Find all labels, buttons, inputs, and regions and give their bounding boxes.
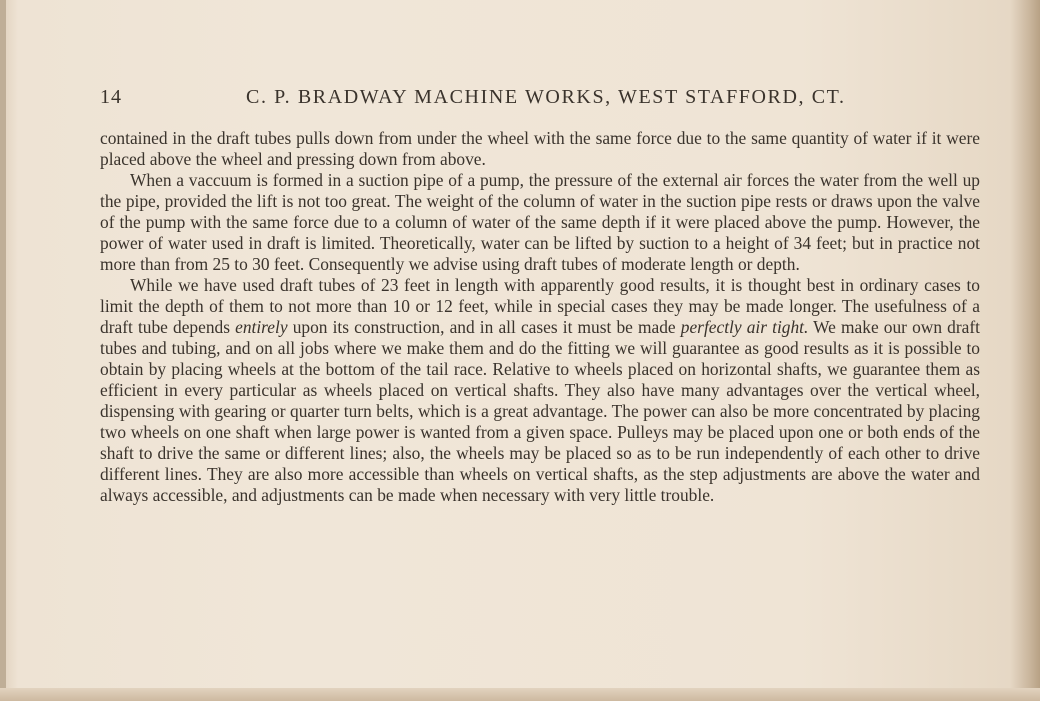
page-number: 14 — [100, 86, 122, 108]
page-bottom-edge — [0, 688, 1040, 701]
emphasis-entirely: entirely — [235, 317, 288, 337]
paragraph-1: contained in the draft tubes pulls down from under the wheel with the same force due to the same quantity of water if it were placed above the wheel and pressing down from above. — [100, 128, 980, 169]
page-header — [100, 86, 846, 116]
page-gutter — [0, 0, 6, 701]
paragraph-3-part-a: While we have used draft tubes of 23 feet in length with apparently good results, it is thought best in ordinary cases to limit the depth of them to not more than 10 or 12 feet, while in special cases they may be made longer. The usefulness of a draft tube depends — [100, 275, 980, 337]
paragraph-3-part-c: We make our own draft tubes and tubing, and on all jobs where we make them and do the fitting we will guarantee as good results as it is possible to obtain by placing wheels at the bottom of the tail race. Relative to wheels placed on horizontal shafts, we guarantee them as efficient in every particular as wheels placed on vertical shafts. They also have many advantages over the vertical wheel, dispensing with gearing or quarter turn belts, which is a great advantage. The power can also be more concentrated by placing two wheels on one shaft when large power is wanted from a given space. Pulleys may be placed upon one or both ends of the shaft to drive the same or different lines; also, the wheels may be placed so as to be run independently of each other to drive different lines. They are also more accessible than wheels on vertical shafts, as the step adjustments are above the water and always accessible, and adjustments can be made when necessary with very little trouble. — [100, 317, 980, 505]
emphasis-air-tight: perfectly air tight. — [680, 317, 809, 337]
paragraph-3 — [100, 275, 980, 506]
paragraph-2: When a vaccuum is formed in a suction pipe of a pump, the pressure of the external air forces the water from the well up the pipe, provided the lift is not too great. The weight of the column of water in the suction pipe rests or draws upon the valve of the pump with the same force due to a column of water of the same depth if it were placed above the pump. However, the power of water used in draft is limited. Theoretically, water can be lifted by suction to a height of 34 feet; but in practice not more than from 25 to 30 feet. Consequently we advise using draft tubes of moderate length or depth. — [100, 170, 980, 274]
body-text — [100, 128, 980, 506]
paragraph-3-part-b: upon its construction, and in all cases it must be made — [287, 317, 681, 337]
running-head: C. P. BRADWAY MACHINE WORKS, WEST STAFFORD, CT. — [246, 86, 846, 108]
